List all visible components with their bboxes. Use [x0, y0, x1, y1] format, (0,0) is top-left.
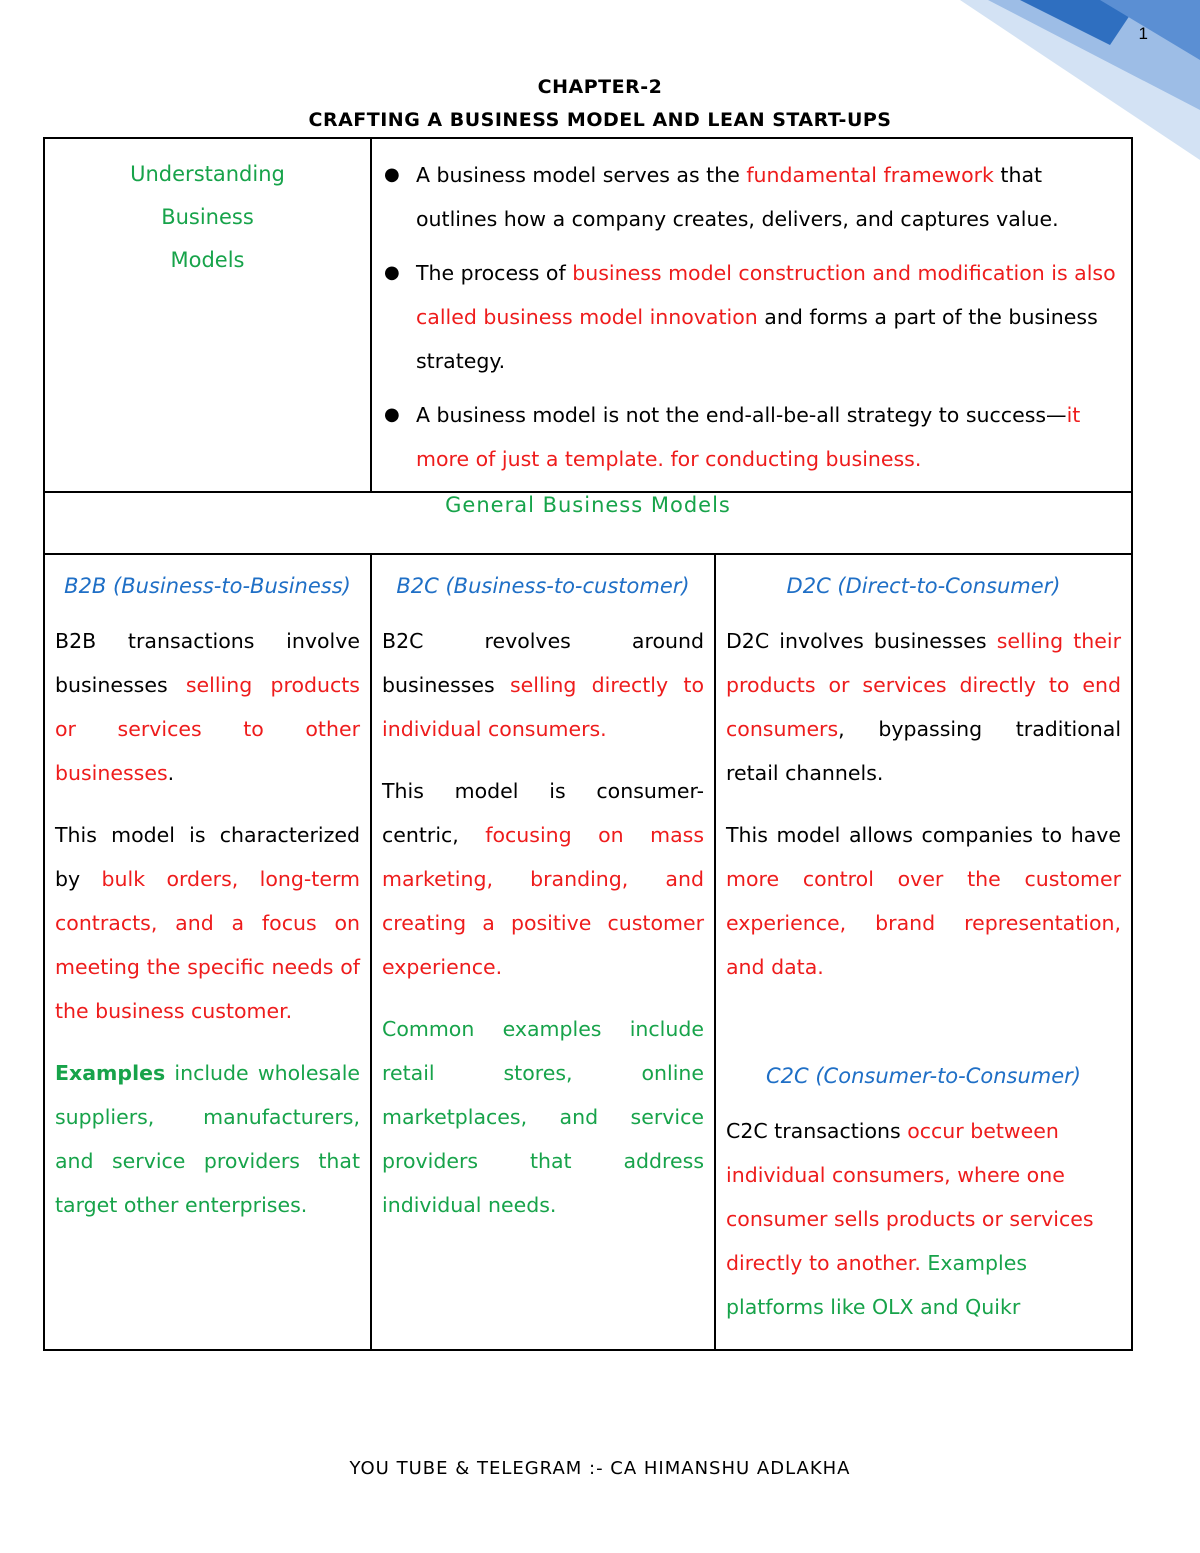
text-run: bulk orders, long-term contracts, and a focus on meeting the specific needs of the business customer.: [55, 867, 360, 1023]
text-run: selling their products or services directly to end consumers: [726, 629, 1122, 741]
bullet-icon: ●: [384, 262, 400, 283]
text-run: This model is consumer-centric,: [382, 779, 704, 847]
b2b-column: [44, 554, 371, 1350]
text-run: C2C transactions: [726, 1119, 908, 1143]
b2b-paragraph: [55, 1051, 360, 1227]
text-run: occur between individual consumers, where one consumer sells products or services directly to another.: [726, 1119, 1094, 1275]
text-run: B2B transactions involve businesses: [55, 629, 360, 697]
b2c-column: [371, 554, 715, 1350]
text-run: more control over the customer experience, brand representation, and data.: [726, 867, 1122, 979]
general-models-cell: [44, 492, 1132, 554]
text-run: fundamental framework: [746, 163, 994, 187]
understanding-label-cell: [44, 138, 371, 492]
understanding-row: [44, 138, 1132, 492]
text-run: it more of just a template. for conducting business.: [416, 403, 1081, 471]
chapter-heading: CHAPTER-2: [537, 76, 663, 98]
models-row: [44, 554, 1132, 1350]
understanding-bullet-list: [372, 139, 1131, 491]
text-run: The process of: [416, 261, 573, 285]
general-models-row: [44, 492, 1132, 554]
d2c-paragraph: [726, 619, 1121, 795]
b2b-paragraph: [55, 619, 360, 795]
text-run: that outlines how a company creates, delivers, and captures value.: [416, 163, 1059, 231]
text-run: .: [167, 761, 175, 785]
page-number: 1: [1138, 24, 1148, 43]
d2c-paragraph: [726, 813, 1121, 989]
b2b-paragraph: [55, 813, 360, 1033]
bullet-item: [384, 251, 1119, 383]
text-run: A business model is not the end-all-be-all strategy to success—: [416, 403, 1067, 427]
text-run: B2C revolves around businesses: [382, 629, 704, 697]
b2c-paragraph: [382, 769, 704, 989]
understanding-label: [45, 139, 370, 282]
d2c-c2c-column: [715, 554, 1132, 1350]
b2c-paragraph: [382, 619, 704, 751]
bullet-item: [384, 153, 1119, 241]
text-run: Examples platforms like OLX and Quikr: [726, 1251, 1027, 1319]
business-models-table: [43, 137, 1133, 1351]
text-run: , bypassing traditional retail channels.: [726, 717, 1122, 785]
bullet-icon: ●: [384, 164, 400, 185]
text-run: This model allows companies to have: [726, 823, 1122, 847]
b2c-paragraph: [382, 1007, 704, 1227]
text-run: This model is characterized by: [55, 823, 360, 891]
text-run: Examples: [55, 1061, 166, 1085]
bullet-item: [384, 393, 1119, 481]
bullet-icon: ●: [384, 404, 400, 425]
footer-text: YOU TUBE & TELEGRAM :- CA HIMANSHU ADLAKHA: [349, 1458, 851, 1479]
text-run: business model construction and modification is also called business model innovation: [416, 261, 1116, 329]
understanding-bullets-cell: [371, 138, 1132, 492]
c2c-paragraph: [726, 1109, 1121, 1329]
b2b-title: B2B (Business-to-Business): [64, 574, 351, 598]
text-run: and forms a part of the business strategy.: [416, 305, 1098, 373]
d2c-title: D2C (Direct-to-Consumer): [786, 574, 1061, 598]
label-line-2: Business: [161, 205, 254, 229]
text-run: Common examples include retail stores, online marketplaces, and service providers that address individual needs.: [382, 1017, 704, 1217]
label-line-1: Understanding: [130, 162, 285, 186]
b2c-title: B2C (Business-to-customer): [396, 574, 690, 598]
label-line-3: Models: [170, 248, 245, 272]
text-run: include wholesale suppliers, manufacturers, and service providers that target other enterprises.: [55, 1061, 360, 1217]
text-run: focusing on mass marketing, branding, and creating a positive customer experience.: [382, 823, 704, 979]
text-run: selling products or services to other businesses: [55, 673, 360, 785]
text-run: selling directly to individual consumers.: [382, 673, 705, 741]
c2c-title: C2C (Consumer-to-Consumer): [766, 1064, 1081, 1088]
general-models-title: General Business Models: [445, 493, 731, 517]
text-run: A business model serves as the: [416, 163, 747, 187]
text-run: D2C involves businesses: [726, 629, 997, 653]
chapter-title: CRAFTING A BUSINESS MODEL AND LEAN START-UPS: [308, 109, 892, 131]
